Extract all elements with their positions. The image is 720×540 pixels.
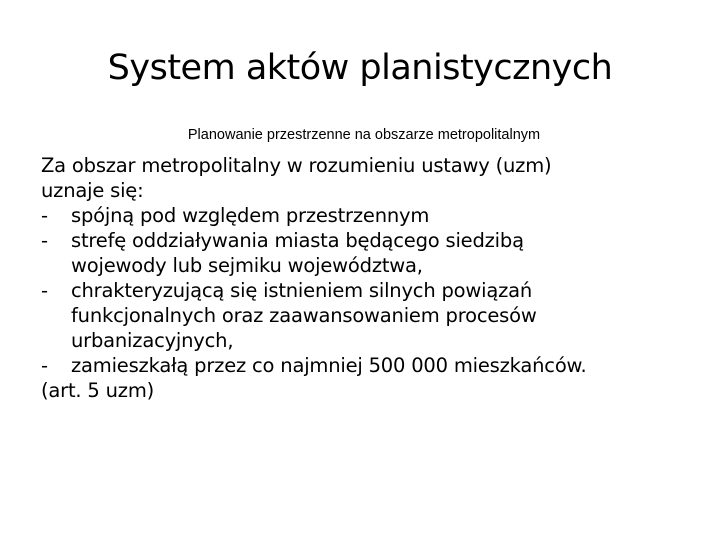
bullet-marker: - [41,204,48,227]
bullet-text: wojewody lub sejmiku województwa, [71,254,423,277]
bullet-item [41,353,711,378]
bullet-item [41,278,711,353]
bullet-marker: - [41,229,48,252]
bullet-text: funkcjonalnych oraz zaawansowaniem procesów [71,304,537,327]
bullet-text: spójną pod względem przestrzennym [71,204,430,227]
bullet-item [41,228,711,278]
bullet-item [41,203,711,228]
bullet-marker: - [41,354,48,377]
slide-subtitle: Planowanie przestrzenne na obszarze metropolitalnym [187,127,541,143]
bullet-text: chrakteryzującą się istnieniem silnych powiązań [71,279,533,302]
intro-line: Za obszar metropolitalny w rozumieniu ustawy (uzm) [41,154,552,177]
bullet-text: strefę oddziaływania miasta będącego siedzibą [71,229,524,252]
intro-line: uznaje się: [41,179,144,202]
footer-citation: (art. 5 uzm) [41,379,155,402]
slide-body [41,153,711,403]
bullet-text: urbanizacyjnych, [71,329,234,352]
bullet-marker: - [41,279,48,302]
bullet-text: zamieszkałą przez co najmniej 500 000 mieszkańców. [71,354,587,377]
slide-title: System aktów planistycznych [107,48,613,88]
